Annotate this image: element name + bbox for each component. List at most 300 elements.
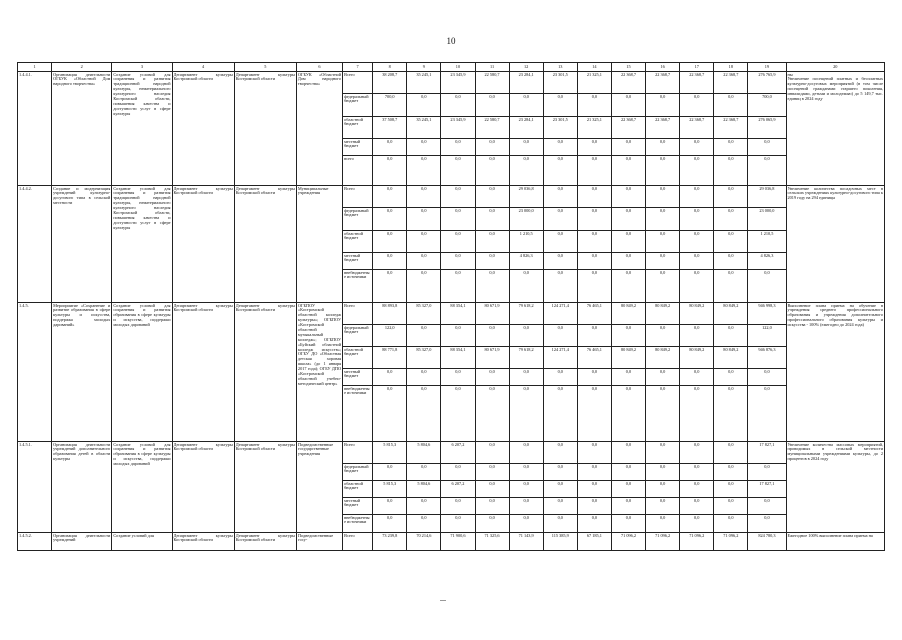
year-value: 88 354,1 bbox=[441, 347, 475, 369]
executor: Подведомственные госу- bbox=[296, 533, 342, 551]
year-value: 76 465,1 bbox=[577, 303, 611, 325]
year-value: 0,0 bbox=[509, 369, 543, 386]
year-value: 0,0 bbox=[441, 208, 475, 231]
page-number: 10 bbox=[446, 36, 456, 46]
year-value: 0,0 bbox=[611, 156, 645, 186]
year-value: 80 671,9 bbox=[475, 303, 509, 325]
funding-source: Всего bbox=[343, 303, 373, 325]
year-value: 115 385,9 bbox=[543, 533, 577, 551]
total-value: 1 210,5 bbox=[748, 231, 786, 253]
column-number-20: 20 bbox=[786, 63, 885, 72]
total-value: 700,0 bbox=[748, 94, 786, 117]
executor: ОГБПОУ «Костромской областной колледж культуры»; ОГБПОУ «Костромской областной музыкальный колледж»; ОГБПОУ «Буйский областной колледж искусств»; ОГБУ ДО «Областная детская хоровая школа» (до 1 января 2017 года); ОГБУ ДПО «Костромской областной учебно-методический центр» bbox=[296, 303, 342, 442]
total-value: 23 000,0 bbox=[748, 208, 786, 231]
year-value: 0,0 bbox=[646, 231, 680, 253]
year-value: 0,0 bbox=[407, 386, 441, 442]
year-value: 0,0 bbox=[646, 94, 680, 117]
measure-name: Организация деятельности учреждений bbox=[52, 533, 112, 551]
year-value: 0,0 bbox=[680, 481, 714, 498]
year-value: 35 245,1 bbox=[407, 72, 441, 94]
year-value: 0,0 bbox=[611, 186, 645, 208]
co-executor: Департамент культуры Костромской области bbox=[172, 72, 234, 186]
year-value: 80 849,2 bbox=[680, 347, 714, 369]
year-value: 0,0 bbox=[475, 481, 509, 498]
year-value: 0,0 bbox=[646, 515, 680, 533]
year-value: 21 325,1 bbox=[577, 117, 611, 139]
year-value: 0,0 bbox=[646, 186, 680, 208]
table-row bbox=[18, 72, 885, 94]
year-value: 22 368,7 bbox=[714, 117, 748, 139]
funding-source: местный бюджет bbox=[343, 253, 373, 270]
year-value: 0,0 bbox=[680, 139, 714, 156]
funding-source: местный бюджет bbox=[343, 498, 373, 515]
expected-result-text: Выполнение плана приема на обучение в учреждения среднего профессионального образования и учреждения дополнительного профессионального образования культуры и искусства - 100% (ежегодно до 2024 года) bbox=[787, 302, 883, 328]
total-value: 946 876,3 bbox=[748, 347, 786, 369]
year-value: 0,0 bbox=[475, 156, 509, 186]
funding-source: внебюджетные источники bbox=[343, 270, 373, 303]
year-value: 0,0 bbox=[373, 515, 407, 533]
year-value: 0,0 bbox=[441, 386, 475, 442]
year-value: 0,0 bbox=[407, 186, 441, 208]
year-value: 0,0 bbox=[475, 515, 509, 533]
year-value: 23 345,9 bbox=[441, 72, 475, 94]
year-value: 23 000,0 bbox=[509, 208, 543, 231]
year-value: 0,0 bbox=[373, 186, 407, 208]
year-value: 0,0 bbox=[475, 369, 509, 386]
measure-goal: Создание условий для bbox=[112, 533, 172, 551]
section-id: 1.4.4.1. bbox=[18, 72, 52, 186]
year-value: 71 096,2 bbox=[646, 533, 680, 551]
year-value: 6 207,2 bbox=[441, 442, 475, 464]
year-value: 0,0 bbox=[680, 442, 714, 464]
year-value: 71 096,2 bbox=[714, 533, 748, 551]
section-id: 1.4.4.2. bbox=[18, 186, 52, 303]
year-value: 0,0 bbox=[646, 481, 680, 498]
measure-name: Организация деятельности учреждений дополнительного образования детей в области культуры bbox=[52, 442, 112, 533]
year-value: 0,0 bbox=[611, 253, 645, 270]
funding-source: всего bbox=[343, 156, 373, 186]
funding-source: федеральный бюджет bbox=[343, 208, 373, 231]
year-value: 0,0 bbox=[407, 208, 441, 231]
year-value: 0,0 bbox=[680, 369, 714, 386]
year-value: 0,0 bbox=[373, 231, 407, 253]
year-value: 22 368,7 bbox=[646, 72, 680, 94]
total-value: 0,0 bbox=[748, 139, 786, 156]
funding-source: внебюджетные источники bbox=[343, 515, 373, 533]
year-value: 0,0 bbox=[577, 515, 611, 533]
year-value: 22 580,7 bbox=[475, 72, 509, 94]
total-value: 946 998,3 bbox=[748, 303, 786, 325]
year-value: 0,0 bbox=[680, 253, 714, 270]
year-value: 0,0 bbox=[441, 498, 475, 515]
expected-result bbox=[786, 442, 885, 533]
column-number-7: 7 bbox=[343, 63, 373, 72]
year-value: 0,0 bbox=[577, 325, 611, 347]
year-value: 0,0 bbox=[475, 186, 509, 208]
column-number-19: 19 bbox=[748, 63, 786, 72]
year-value: 0,0 bbox=[714, 325, 748, 347]
funding-source: федеральный бюджет bbox=[343, 325, 373, 347]
year-value: 0,0 bbox=[611, 94, 645, 117]
year-value: 700,0 bbox=[373, 94, 407, 117]
year-value: 0,0 bbox=[543, 156, 577, 186]
expected-result-text: Увеличение количества массовых мероприятий, проводимых в сельской местности муниципальными учреждениями культуры, до 2 процентов в 2024 году bbox=[787, 441, 883, 462]
year-value: 0,0 bbox=[680, 386, 714, 442]
year-value: 1 210,5 bbox=[509, 231, 543, 253]
year-value: 29 036,8 bbox=[509, 186, 543, 208]
total-value: 0,0 bbox=[748, 270, 786, 303]
year-value: 85 327,0 bbox=[407, 347, 441, 369]
year-value: 0,0 bbox=[475, 231, 509, 253]
year-value: 23 284,1 bbox=[509, 72, 543, 94]
funding-source: областной бюджет bbox=[343, 347, 373, 369]
funding-source: Всего bbox=[343, 186, 373, 208]
co-executor: Департамент культуры Костромской области bbox=[172, 533, 234, 551]
year-value: 0,0 bbox=[509, 94, 543, 117]
expected-result-text: Увеличение посещений платных и бесплатных культурно-досуговых мероприятий (в том числе посещений гражданами старшего поколения, инвалидами, детьми и молодежью) до 5 149,7 тыс. единиц в 2024 году bbox=[787, 76, 883, 101]
year-value: 0,0 bbox=[543, 442, 577, 464]
year-value: 0,0 bbox=[475, 464, 509, 481]
total-value: 0,0 bbox=[748, 464, 786, 481]
column-number-4: 4 bbox=[172, 63, 234, 72]
measure-name: Создание и модернизация учреждений культурно-досугового типа в сельской местности bbox=[52, 186, 112, 303]
year-value: 0,0 bbox=[509, 464, 543, 481]
total-value: 0,0 bbox=[748, 386, 786, 442]
year-value: 0,0 bbox=[646, 386, 680, 442]
year-value: 0,0 bbox=[611, 231, 645, 253]
year-value: 23 301,5 bbox=[543, 72, 577, 94]
measure-goal: Создание условий для сохранения и развития традиционной народной культуры, нематериального культурного наследия Костромской области, повышения качества и доступности услуг в сфере культуры bbox=[112, 186, 172, 303]
column-number-8: 8 bbox=[373, 63, 407, 72]
year-value: 0,0 bbox=[543, 386, 577, 442]
year-value: 0,0 bbox=[373, 208, 407, 231]
year-value: 85 327,0 bbox=[407, 303, 441, 325]
year-value: 0,0 bbox=[646, 325, 680, 347]
measure-goal: Создание условий для сохранения и развития традиционной народной культуры, нематериального культурного наследия Костромской области, повышения качества и доступности услуг в сфере культуры bbox=[112, 72, 172, 186]
year-value: 0,0 bbox=[441, 156, 475, 186]
measure-goal: Создание условий для сохранения и развития образования в сфере культуры и искусства, поддержки молодых дарований bbox=[112, 442, 172, 533]
year-value: 22 368,7 bbox=[646, 117, 680, 139]
section-id: 1.4.5.2. bbox=[18, 533, 52, 551]
year-value: 0,0 bbox=[441, 139, 475, 156]
year-value: 0,0 bbox=[441, 515, 475, 533]
year-value: 6 207,2 bbox=[441, 481, 475, 498]
year-value: 0,0 bbox=[714, 386, 748, 442]
year-value: 0,0 bbox=[611, 325, 645, 347]
expected-result bbox=[786, 533, 885, 551]
year-value: 0,0 bbox=[577, 208, 611, 231]
total-value: 824 780,3 bbox=[748, 533, 786, 551]
expected-result-text: Увеличение количества посадочных мест в сельских учреждениях культурно-досугового типа к 2019 году на 294 единицы bbox=[787, 185, 883, 201]
executor: Подведомственные государственные учреждения bbox=[296, 442, 342, 533]
year-value: 0,0 bbox=[611, 498, 645, 515]
year-value: 5 815,3 bbox=[373, 481, 407, 498]
column-number-16: 16 bbox=[646, 63, 680, 72]
column-number-14: 14 bbox=[577, 63, 611, 72]
year-value: 0,0 bbox=[577, 442, 611, 464]
year-value: 0,0 bbox=[714, 253, 748, 270]
year-value: 0,0 bbox=[714, 442, 748, 464]
year-value: 0,0 bbox=[646, 253, 680, 270]
year-value: 71 096,2 bbox=[611, 533, 645, 551]
total-value: 0,0 bbox=[748, 156, 786, 186]
year-value: 0,0 bbox=[543, 515, 577, 533]
year-value: 0,0 bbox=[714, 270, 748, 303]
year-value: 0,0 bbox=[441, 186, 475, 208]
year-value: 5 815,3 bbox=[373, 442, 407, 464]
year-value: 0,0 bbox=[441, 369, 475, 386]
year-value: 0,0 bbox=[441, 253, 475, 270]
year-value: 0,0 bbox=[646, 270, 680, 303]
funding-source: областной бюджет bbox=[343, 231, 373, 253]
year-value: 0,0 bbox=[714, 186, 748, 208]
year-value: 80 849,2 bbox=[611, 347, 645, 369]
year-value: 0,0 bbox=[714, 231, 748, 253]
co-executor: Департамент культуры Костромской области bbox=[172, 442, 234, 533]
year-value: 0,0 bbox=[680, 498, 714, 515]
year-value: 0,0 bbox=[577, 386, 611, 442]
year-value: 0,0 bbox=[714, 464, 748, 481]
year-value: 0,0 bbox=[475, 208, 509, 231]
year-value: 0,0 bbox=[680, 515, 714, 533]
total-value: 17 827,1 bbox=[748, 481, 786, 498]
year-value: 0,0 bbox=[407, 369, 441, 386]
year-value: 0,0 bbox=[373, 253, 407, 270]
year-value: 0,0 bbox=[680, 156, 714, 186]
year-value: 0,0 bbox=[407, 270, 441, 303]
column-number-2: 2 bbox=[52, 63, 112, 72]
funding-source: областной бюджет bbox=[343, 117, 373, 139]
year-value: 23 345,9 bbox=[441, 117, 475, 139]
year-value: 0,0 bbox=[714, 369, 748, 386]
year-value: 0,0 bbox=[714, 94, 748, 117]
year-value: 0,0 bbox=[646, 442, 680, 464]
year-value: 0,0 bbox=[543, 253, 577, 270]
column-number-1: 1 bbox=[18, 63, 52, 72]
year-value: 0,0 bbox=[714, 498, 748, 515]
total-value: 0,0 bbox=[748, 515, 786, 533]
year-value: 79 618,2 bbox=[509, 347, 543, 369]
year-value: 0,0 bbox=[680, 186, 714, 208]
year-value: 80 671,9 bbox=[475, 347, 509, 369]
year-value: 0,0 bbox=[407, 498, 441, 515]
year-value: 0,0 bbox=[714, 481, 748, 498]
year-value: 0,0 bbox=[577, 270, 611, 303]
year-value: 0,0 bbox=[373, 498, 407, 515]
year-value: 80 849,2 bbox=[714, 347, 748, 369]
column-number-13: 13 bbox=[543, 63, 577, 72]
year-value: 0,0 bbox=[373, 464, 407, 481]
year-value: 0,0 bbox=[611, 270, 645, 303]
year-value: 0,0 bbox=[577, 481, 611, 498]
year-value: 80 849,2 bbox=[646, 347, 680, 369]
coordinator: Департамент культуры Костромской области bbox=[234, 303, 296, 442]
year-value: 0,0 bbox=[714, 156, 748, 186]
year-value: 0,0 bbox=[611, 139, 645, 156]
year-value: 0,0 bbox=[543, 139, 577, 156]
section-id: 1.4.5. bbox=[18, 303, 52, 442]
column-number-11: 11 bbox=[475, 63, 509, 72]
expected-result bbox=[786, 303, 885, 442]
year-value: 4 826,3 bbox=[509, 253, 543, 270]
table-row bbox=[18, 303, 885, 325]
year-value: 67 185,1 bbox=[577, 533, 611, 551]
year-value: 22 368,7 bbox=[680, 72, 714, 94]
year-value: 0,0 bbox=[509, 498, 543, 515]
funding-source: Всего bbox=[343, 72, 373, 94]
column-number-3: 3 bbox=[112, 63, 172, 72]
year-value: 38 208,7 bbox=[373, 72, 407, 94]
year-value: 0,0 bbox=[680, 208, 714, 231]
total-value: 0,0 bbox=[748, 498, 786, 515]
column-number-5: 5 bbox=[234, 63, 296, 72]
year-value: 37 508,7 bbox=[373, 117, 407, 139]
column-number-17: 17 bbox=[680, 63, 714, 72]
year-value: 0,0 bbox=[577, 231, 611, 253]
coordinator: Департамент культуры Костромской области bbox=[234, 442, 296, 533]
total-value: 0,0 bbox=[748, 369, 786, 386]
year-value: 0,0 bbox=[509, 139, 543, 156]
year-value: 0,0 bbox=[543, 270, 577, 303]
expected-result bbox=[786, 72, 885, 186]
total-value: 276 765,9 bbox=[748, 72, 786, 94]
column-number-15: 15 bbox=[611, 63, 645, 72]
year-value: 0,0 bbox=[611, 464, 645, 481]
year-value: 0,0 bbox=[509, 156, 543, 186]
measure-name: Мероприятие «Сохранение и развитие образования в сфере культуры и искусства, поддержка молодых дарований» bbox=[52, 303, 112, 442]
year-value: 0,0 bbox=[475, 498, 509, 515]
year-value: 0,0 bbox=[611, 369, 645, 386]
year-value: 71 096,2 bbox=[680, 533, 714, 551]
year-value: 0,0 bbox=[646, 208, 680, 231]
year-value: 70 214,6 bbox=[407, 533, 441, 551]
year-value: 22 368,7 bbox=[611, 117, 645, 139]
funding-source: внебюджетные источники bbox=[343, 386, 373, 442]
year-value: 0,0 bbox=[714, 515, 748, 533]
year-value: 0,0 bbox=[680, 94, 714, 117]
total-value: 17 827,1 bbox=[748, 442, 786, 464]
year-value: 0,0 bbox=[441, 464, 475, 481]
year-value: 80 849,2 bbox=[646, 303, 680, 325]
year-value: 73 239,8 bbox=[373, 533, 407, 551]
year-value: 71 143,9 bbox=[509, 533, 543, 551]
year-value: 22 368,7 bbox=[680, 117, 714, 139]
year-value: 0,0 bbox=[543, 369, 577, 386]
year-value: 0,0 bbox=[611, 386, 645, 442]
section-id: 1.4.5.1. bbox=[18, 442, 52, 533]
year-value: 0,0 bbox=[680, 325, 714, 347]
year-value: 80 849,2 bbox=[611, 303, 645, 325]
column-number-row bbox=[18, 63, 885, 72]
year-value: 0,0 bbox=[475, 386, 509, 442]
year-value: 0,0 bbox=[611, 442, 645, 464]
year-value: 22 368,7 bbox=[714, 72, 748, 94]
year-value: 0,0 bbox=[475, 253, 509, 270]
year-value: 0,0 bbox=[407, 156, 441, 186]
year-value: 79 618,2 bbox=[509, 303, 543, 325]
year-value: 0,0 bbox=[543, 325, 577, 347]
year-value: 80 849,2 bbox=[680, 303, 714, 325]
year-value: 0,0 bbox=[407, 231, 441, 253]
year-value: 122,0 bbox=[373, 325, 407, 347]
year-value: 0,0 bbox=[646, 156, 680, 186]
year-value: 0,0 bbox=[646, 498, 680, 515]
year-value: 21 325,1 bbox=[577, 72, 611, 94]
year-value: 0,0 bbox=[373, 156, 407, 186]
year-value: 0,0 bbox=[577, 139, 611, 156]
year-value: 23 284,1 bbox=[509, 117, 543, 139]
total-value: 4 826,3 bbox=[748, 253, 786, 270]
year-value: 0,0 bbox=[646, 369, 680, 386]
year-value: 0,0 bbox=[373, 270, 407, 303]
co-executor: Департамент культуры Костромской области bbox=[172, 186, 234, 303]
year-value: 0,0 bbox=[611, 515, 645, 533]
year-value: 0,0 bbox=[407, 94, 441, 117]
year-value: 0,0 bbox=[577, 498, 611, 515]
coordinator: Департамент культуры Костромской области bbox=[234, 72, 296, 186]
total-value: 29 036,8 bbox=[748, 186, 786, 208]
expected-result-text: Ежегодное 100% выполнение плана приема на bbox=[787, 532, 873, 538]
footer-mark bbox=[440, 600, 446, 601]
year-value: 0,0 bbox=[543, 186, 577, 208]
year-value: 0,0 bbox=[509, 270, 543, 303]
year-value: 0,0 bbox=[373, 386, 407, 442]
year-value: 88 771,8 bbox=[373, 347, 407, 369]
year-value: 0,0 bbox=[509, 325, 543, 347]
column-number-6: 6 bbox=[296, 63, 342, 72]
year-value: 0,0 bbox=[543, 498, 577, 515]
year-value: 0,0 bbox=[373, 139, 407, 156]
year-value: 0,0 bbox=[509, 481, 543, 498]
year-value: 5 804,6 bbox=[407, 481, 441, 498]
year-value: 0,0 bbox=[543, 94, 577, 117]
funding-source: областной бюджет bbox=[343, 481, 373, 498]
funding-source: местный бюджет bbox=[343, 139, 373, 156]
table-row bbox=[18, 533, 885, 551]
year-value: 71 325,6 bbox=[475, 533, 509, 551]
year-value: 0,0 bbox=[407, 325, 441, 347]
year-value: 0,0 bbox=[509, 515, 543, 533]
year-value: 0,0 bbox=[611, 208, 645, 231]
year-value: 0,0 bbox=[714, 139, 748, 156]
year-value: 0,0 bbox=[475, 442, 509, 464]
year-value: 0,0 bbox=[646, 139, 680, 156]
table-row bbox=[18, 186, 885, 208]
executor: Муниципальные учреждения bbox=[296, 186, 342, 303]
funding-source: федеральный бюджет bbox=[343, 464, 373, 481]
column-number-10: 10 bbox=[441, 63, 475, 72]
year-value: 0,0 bbox=[441, 231, 475, 253]
year-value: 71 900,6 bbox=[441, 533, 475, 551]
year-value: 124 271,4 bbox=[543, 303, 577, 325]
column-number-18: 18 bbox=[714, 63, 748, 72]
header-note: ны bbox=[787, 71, 793, 77]
year-value: 0,0 bbox=[577, 369, 611, 386]
year-value: 0,0 bbox=[475, 270, 509, 303]
co-executor: Департамент культуры Костромской области bbox=[172, 303, 234, 442]
year-value: 0,0 bbox=[407, 139, 441, 156]
year-value: 22 580,7 bbox=[475, 117, 509, 139]
year-value: 124 271,4 bbox=[543, 347, 577, 369]
table-row bbox=[18, 442, 885, 464]
funding-source: местный бюджет bbox=[343, 369, 373, 386]
year-value: 0,0 bbox=[680, 231, 714, 253]
year-value: 88 893,8 bbox=[373, 303, 407, 325]
year-value: 0,0 bbox=[611, 481, 645, 498]
year-value: 88 354,1 bbox=[441, 303, 475, 325]
year-value: 0,0 bbox=[543, 208, 577, 231]
funding-source: Всего bbox=[343, 533, 373, 551]
